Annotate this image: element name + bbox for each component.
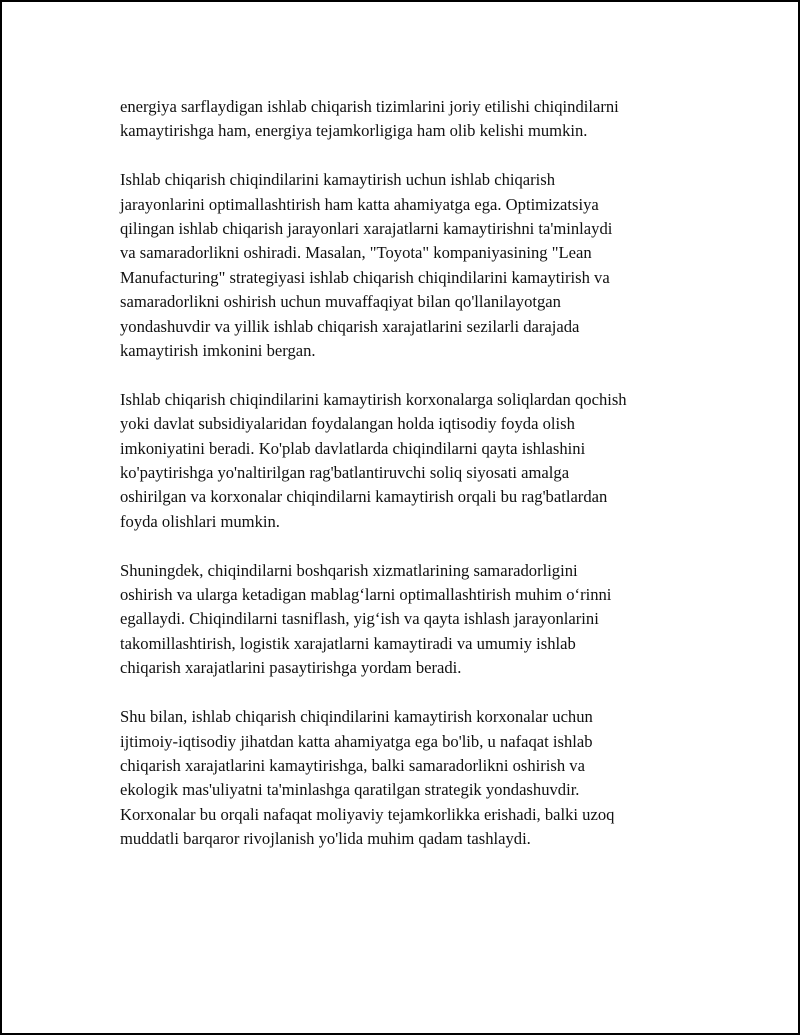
paragraph-2 bbox=[120, 168, 686, 363]
text-line: yondashuvdir va yillik ishlab chiqarish xarajatlarini sezilarli darajada bbox=[120, 316, 580, 336]
text-line: kamaytirishga ham, energiya tejamkorligiga ham olib kelishi mumkin. bbox=[120, 121, 588, 141]
text-line: energiya sarflaydigan ishlab chiqarish tizimlarini joriy etilishi chiqindilarni bbox=[120, 97, 619, 116]
text-line: oshirilgan va korxonalar chiqindilarni kamaytirish orqali bu rag'batlardan bbox=[120, 487, 608, 507]
text-line: jarayonlarini optimallashtirish ham katta ahamiyatga ega. Optimizatsiya bbox=[120, 194, 599, 214]
text-line: chiqarish xarajatlarini pasaytirishga yordam beradi. bbox=[120, 658, 462, 678]
text-line: foyda olishlari mumkin. bbox=[120, 511, 280, 531]
text-line: Shu bilan, ishlab chiqarish chiqindilarini kamaytirish korxonalar uchun bbox=[120, 707, 593, 727]
text-line: chiqarish xarajatlarini kamaytirishga, balki samaradorlikni oshirish va bbox=[120, 755, 585, 775]
text-line: egallaydi. Chiqindilarni tasniflash, yig‘ish va qayta ishlash jarayonlarini bbox=[120, 609, 599, 629]
paragraph-4 bbox=[120, 559, 686, 681]
paragraph-1 bbox=[120, 95, 686, 144]
text-line: va samaradorlikni oshiradi. Masalan, "Toyota" kompaniyasining "Lean bbox=[120, 243, 592, 263]
text-line: Manufacturing" strategiyasi ishlab chiqarish chiqindilarini kamaytirish va bbox=[120, 267, 610, 287]
text-line: ijtimoiy-iqtisodiy jihatdan katta ahamiyatga ega bo'lib, u nafaqat ishlab bbox=[120, 731, 593, 751]
paragraph-5 bbox=[120, 705, 686, 851]
text-line: Ishlab chiqarish chiqindilarini kamaytirish uchun ishlab chiqarish bbox=[120, 170, 556, 190]
text-line: Shuningdek, chiqindilarni boshqarish xizmatlarining samaradorligini bbox=[120, 560, 578, 580]
text-line: Ishlab chiqarish chiqindilarini kamaytirish korxonalarga soliqlardan qochish bbox=[120, 389, 627, 409]
text-line: yoki davlat subsidiyalaridan foydalangan holda iqtisodiy foyda olish bbox=[120, 414, 575, 434]
text-line: ekologik mas'uliyatni ta'minlashga qaratilgan strategik yondashuvdir. bbox=[120, 780, 580, 800]
text-line: oshirish va ularga ketadigan mablag‘larni optimallashtirish muhim o‘rinni bbox=[120, 585, 612, 605]
text-line: kamaytirish imkonini bergan. bbox=[120, 341, 316, 361]
text-line: qilingan ishlab chiqarish jarayonlari xarajatlarni kamaytirishni ta'minlaydi bbox=[120, 219, 613, 239]
text-line: imkoniyatini beradi. Ko'plab davlatlarda chiqindilarni qayta ishlashini bbox=[120, 438, 586, 458]
text-line: takomillashtirish, logistik xarajatlarni kamaytiradi va umumiy ishlab bbox=[120, 633, 576, 653]
text-line: ko'paytirishga yo'naltirilgan rag'batlantiruvchi soliq siyosati amalga bbox=[120, 463, 570, 483]
text-line: samaradorlikni oshirish uchun muvaffaqiyat bilan qo'llanilayotgan bbox=[120, 292, 561, 312]
document-body bbox=[120, 95, 686, 876]
text-line: muddatli barqaror rivojlanish yo'lida muhim qadam tashlaydi. bbox=[120, 829, 531, 849]
paragraph-3 bbox=[120, 388, 686, 534]
text-line: Korxonalar bu orqali nafaqat moliyaviy tejamkorlikka erishadi, balki uzoq bbox=[120, 804, 615, 824]
